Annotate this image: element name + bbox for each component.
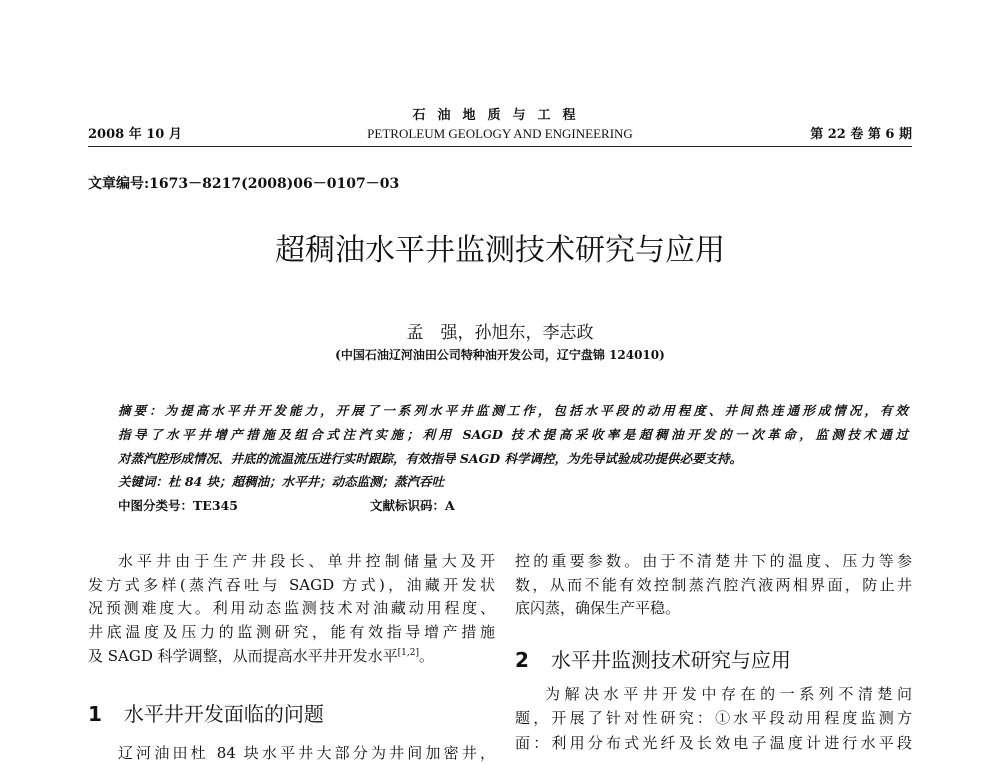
body-text: 。: [419, 647, 435, 665]
section-number: 1: [88, 702, 102, 726]
header-date: 2008 年 10 月: [88, 127, 182, 142]
header-volume: 第 22 卷 第 6 期: [810, 127, 912, 142]
affiliation: (中国石油辽河油田公司特种油开发公司，辽宁盘锦 124010): [335, 348, 665, 362]
document-code: 文献标识码：A: [370, 498, 455, 513]
abstract-line: 对蒸汽腔形成情况、井底的流温流压进行实时跟踪，有效指导 SAGD 科学调控，为先导试验成功提供必要支持。: [118, 451, 742, 466]
body-line: 题，开展了针对性研究：①水平段动用程度监测方: [515, 709, 912, 727]
section-number: 2: [515, 648, 529, 672]
section-heading-2: [515, 644, 791, 673]
body-line-last: [88, 645, 495, 666]
abstract-line: 摘要：为提高水平井开发能力，开展了一系列水平井监测工作，包括水平段的动用程度、井间热连通形成情况，有效: [118, 403, 908, 418]
body-line: 况预测难度大。利用动态监测技术对油藏动用程度、: [88, 599, 495, 617]
body-text: 及 SAGD 科学调整，从而提高水平井开发水平: [88, 647, 398, 665]
header-rule: [88, 146, 912, 147]
body-line: 发方式多样(蒸汽吞吐与 SAGD 方式)，油藏开发状: [88, 576, 495, 594]
citation: [1,2]: [397, 648, 419, 658]
classification-number: 中图分类号：TE345: [118, 498, 238, 513]
body-line: 为解决水平井开发中存在的一系列不清楚问: [545, 685, 912, 703]
authors: 孟 强，孙旭东，李志政: [406, 323, 594, 343]
body-line: 控的重要参数。由于不清楚井下的温度、压力等参: [515, 552, 912, 570]
body-line: 面：利用分布式光纤及长效电子温度计进行水平段: [515, 734, 912, 752]
paper-title: 超稠油水平井监测技术研究与应用: [275, 233, 725, 268]
body-line: 辽河油田杜 84 块水平井大部分为井间加密井，: [118, 744, 495, 762]
body-line: 数，从而不能有效控制蒸汽腔汽液两相界面，防止井: [515, 576, 912, 594]
section-title: 水平井监测技术研究与应用: [550, 648, 791, 672]
body-line: 井底温度及压力的监测研究，能有效指导增产措施: [88, 623, 495, 641]
journal-name-cn: 石油地质与工程: [412, 108, 588, 123]
body-line: 水平井由于生产井段长、单井控制储量大及开: [118, 552, 495, 570]
abstract-line: 指导了水平井增产措施及组合式注汽实施；利用 SAGD 技术提高采收率是超稠油开发的一次革命，监测技术通过: [118, 427, 908, 442]
keywords: 关键词：杜 84 块；超稠油；水平井；动态监测；蒸汽吞吐: [118, 474, 445, 489]
section-heading-1: [88, 698, 324, 727]
section-title: 水平井开发面临的问题: [123, 702, 324, 726]
body-line: 底闪蒸，确保生产平稳。: [515, 599, 681, 617]
article-number: 文章编号:1673－8217(2008)06－0107－03: [88, 176, 400, 192]
journal-name-en: PETROLEUM GEOLOGY AND ENGINEERING: [367, 126, 633, 141]
